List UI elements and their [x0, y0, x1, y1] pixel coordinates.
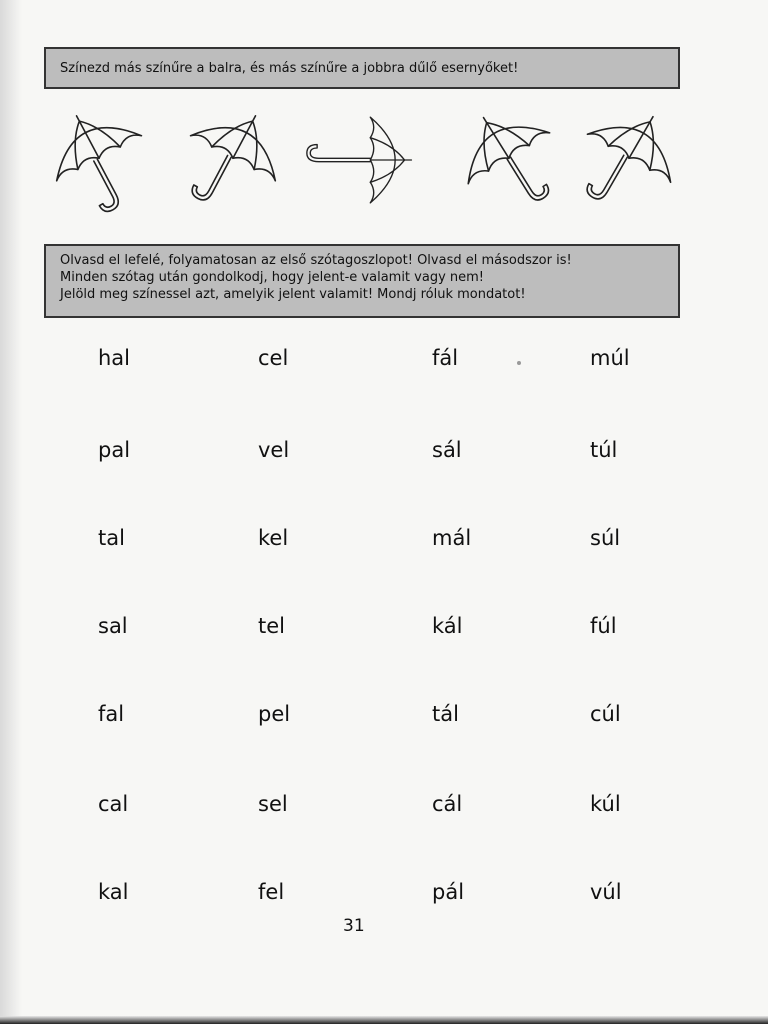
umbrella-tilted-right-icon [172, 100, 292, 220]
instruction-text: Színezd más színűre a balra, és más színűre a jobbra dűlő esernyőket! [60, 61, 519, 76]
page-binding-shadow [0, 0, 22, 1024]
syllable-col3: mál [432, 526, 472, 550]
syllable-col3: pál [432, 880, 465, 904]
syllable-col4: túl [590, 438, 618, 462]
syllable-col1: kal [98, 880, 129, 904]
syllable-col1: pal [98, 438, 131, 462]
syllable-col1: hal [98, 346, 131, 370]
umbrella-sideways-icon [300, 100, 420, 220]
syllable-col2: sel [258, 792, 288, 816]
page-bottom-edge [0, 1016, 768, 1024]
syllable-col3: sál [432, 438, 462, 462]
page-number: 31 [343, 916, 365, 936]
instruction-line: Minden szótag után gondolkodj, hogy jelent-e valamit vagy nem! [60, 270, 485, 285]
syllable-col2: cel [258, 346, 289, 370]
syllable-col2: tel [258, 614, 285, 638]
syllable-col2: vel [258, 438, 290, 462]
instruction-box-umbrellas [44, 47, 680, 89]
umbrella-tilted-left-icon [450, 100, 570, 220]
syllable-col2: fel [258, 880, 285, 904]
syllable-col3: cál [432, 792, 463, 816]
syllable-col1: cal [98, 792, 129, 816]
syllable-col4: súl [590, 526, 621, 550]
syllable-col4: fúl [590, 614, 617, 638]
syllable-col1: tal [98, 526, 125, 550]
syllable-col2: pel [258, 702, 291, 726]
syllable-col2: kel [258, 526, 289, 550]
umbrella-tilted-left-icon [40, 100, 160, 220]
syllable-col4: kúl [590, 792, 621, 816]
syllable-col4: vúl [590, 880, 622, 904]
syllable-col4: cúl [590, 702, 621, 726]
print-speck [517, 361, 521, 365]
syllable-col1: fal [98, 702, 125, 726]
syllable-col4: múl [590, 346, 630, 370]
syllable-col1: sal [98, 614, 128, 638]
umbrella-tilted-right-icon [568, 100, 688, 220]
syllable-col3: tál [432, 702, 459, 726]
syllable-col3: kál [432, 614, 463, 638]
instruction-line: Jelöld meg színessel azt, amelyik jelent valamit! Mondj róluk mondatot! [60, 287, 526, 302]
instruction-box-syllables [44, 244, 680, 318]
instruction-line: Olvasd el lefelé, folyamatosan az első szótagoszlopot! Olvasd el másodszor is! [60, 253, 572, 268]
syllable-col3: fál [432, 346, 459, 370]
